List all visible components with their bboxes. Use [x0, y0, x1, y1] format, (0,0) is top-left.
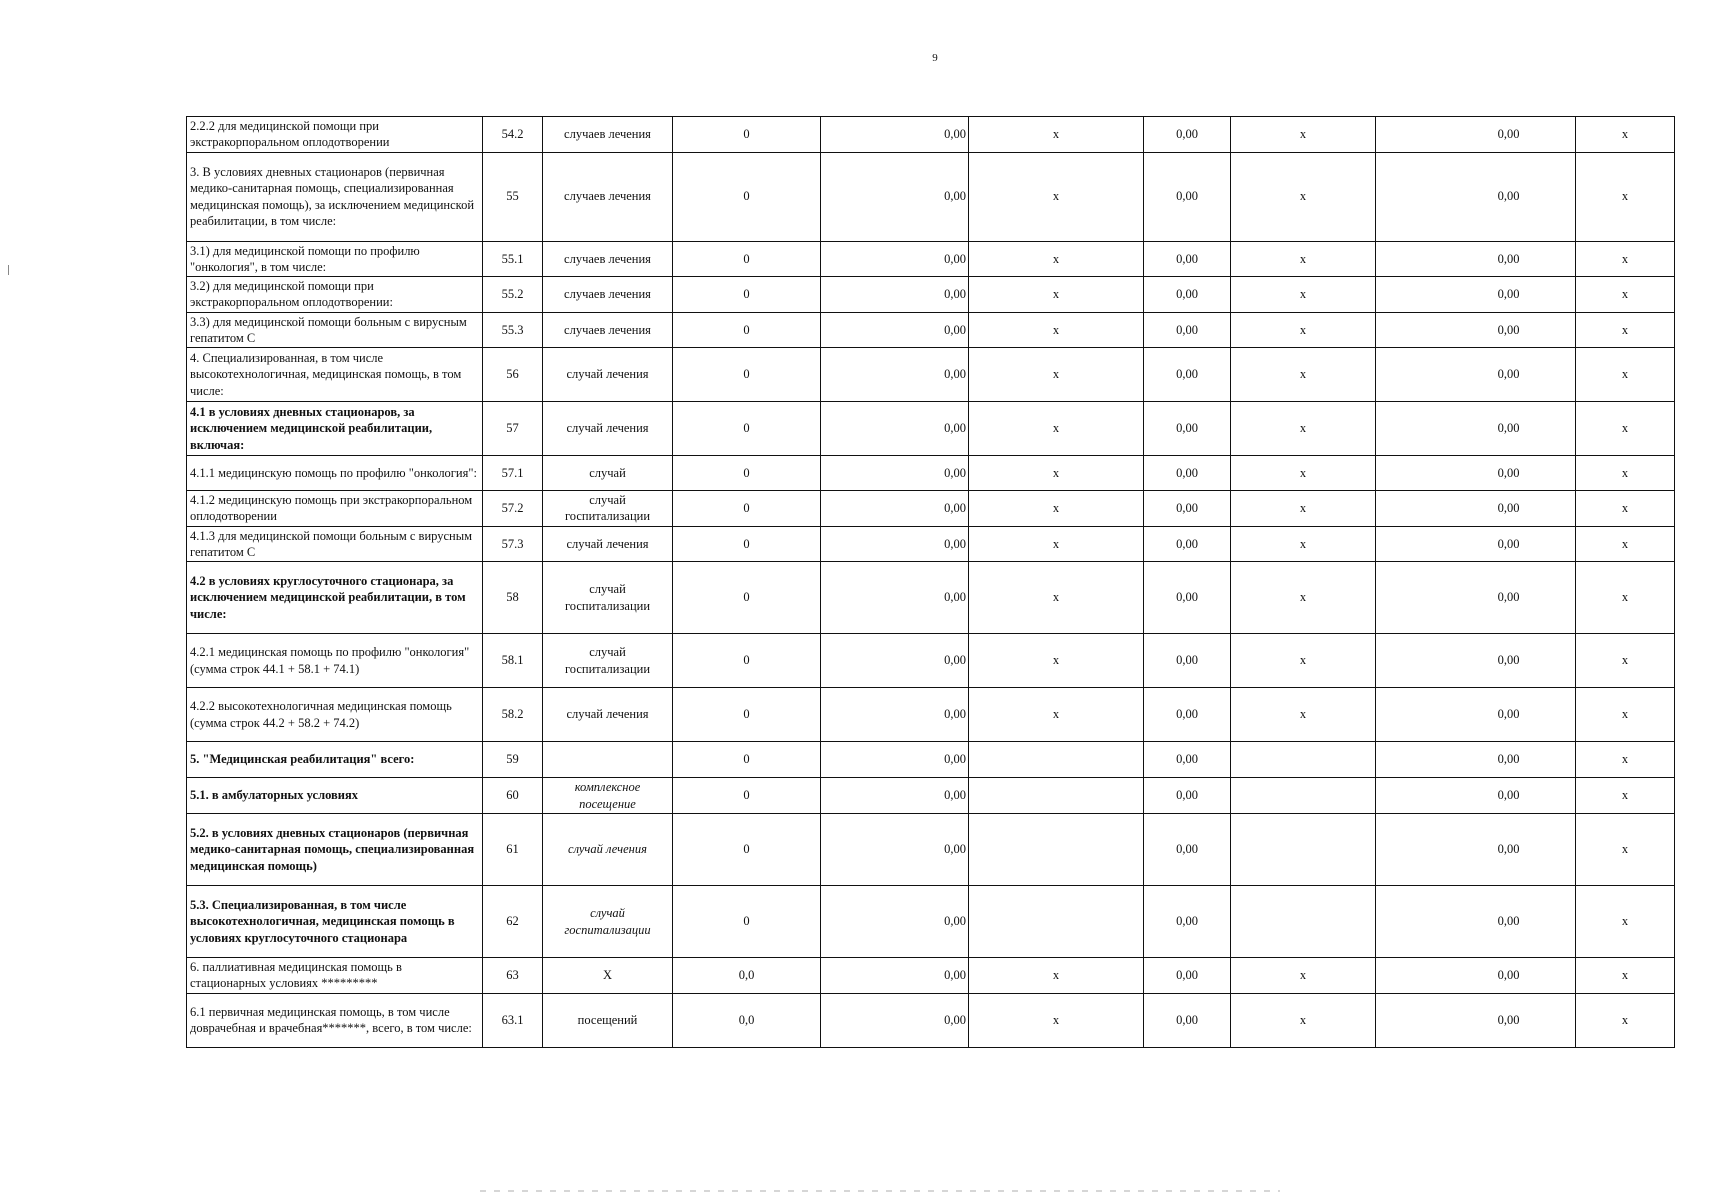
- row-col8-cell: 0,00: [1376, 886, 1576, 958]
- row-amount-cell: 0,00: [821, 742, 969, 778]
- table-row: [187, 886, 1675, 958]
- row-col7-cell: [1231, 814, 1376, 886]
- row-count-cell: 0: [673, 814, 821, 886]
- row-col6-cell: 0,00: [1144, 277, 1231, 313]
- row-col5-cell: х: [969, 152, 1144, 241]
- row-col6-cell: 0,00: [1144, 117, 1231, 153]
- row-col5-cell: [969, 814, 1144, 886]
- table-row: [187, 778, 1675, 814]
- row-count-cell: 0: [673, 742, 821, 778]
- row-col9-cell: х: [1576, 526, 1675, 562]
- table-row: [187, 958, 1675, 994]
- row-col6-cell: 0,00: [1144, 958, 1231, 994]
- row-col6-cell: 0,00: [1144, 778, 1231, 814]
- row-unit-cell: случай лечения: [543, 348, 673, 402]
- row-col6-cell: 0,00: [1144, 456, 1231, 491]
- row-amount-cell: 0,00: [821, 241, 969, 277]
- row-unit-cell: случай лечения: [543, 688, 673, 742]
- row-count-cell: 0: [673, 526, 821, 562]
- row-col7-cell: х: [1231, 117, 1376, 153]
- table-body: [187, 117, 1675, 1048]
- row-name-cell: 5.2. в условиях дневных стационаров (первичная медико-санитарная помощь, специализированная медицинская помощь): [187, 814, 483, 886]
- row-code-cell: 55.1: [483, 241, 543, 277]
- row-col9-cell: х: [1576, 456, 1675, 491]
- row-col5-cell: х: [969, 456, 1144, 491]
- row-col7-cell: х: [1231, 491, 1376, 527]
- row-code-cell: 58.1: [483, 634, 543, 688]
- row-count-cell: 0: [673, 491, 821, 527]
- row-col5-cell: [969, 886, 1144, 958]
- row-name-cell: 5. "Медицинская реабилитация" всего:: [187, 742, 483, 778]
- row-col9-cell: х: [1576, 277, 1675, 313]
- scan-noise-line: [480, 1190, 1280, 1192]
- row-count-cell: 0: [673, 152, 821, 241]
- row-amount-cell: 0,00: [821, 993, 969, 1047]
- row-amount-cell: 0,00: [821, 562, 969, 634]
- row-col9-cell: х: [1576, 742, 1675, 778]
- table-row: [187, 277, 1675, 313]
- row-col9-cell: х: [1576, 117, 1675, 153]
- table-row: [187, 241, 1675, 277]
- row-count-cell: 0: [673, 117, 821, 153]
- row-col5-cell: х: [969, 348, 1144, 402]
- row-col7-cell: х: [1231, 958, 1376, 994]
- row-unit-cell: случаев лечения: [543, 117, 673, 153]
- row-code-cell: 60: [483, 778, 543, 814]
- row-col7-cell: х: [1231, 634, 1376, 688]
- row-code-cell: 63: [483, 958, 543, 994]
- row-col5-cell: х: [969, 688, 1144, 742]
- row-amount-cell: 0,00: [821, 117, 969, 153]
- row-amount-cell: 0,00: [821, 814, 969, 886]
- row-count-cell: 0: [673, 886, 821, 958]
- table-row: [187, 814, 1675, 886]
- row-unit-cell: случай госпитализации: [543, 886, 673, 958]
- table-row: [187, 456, 1675, 491]
- row-col6-cell: 0,00: [1144, 402, 1231, 456]
- row-col8-cell: 0,00: [1376, 277, 1576, 313]
- row-code-cell: 57.2: [483, 491, 543, 527]
- row-unit-cell: Х: [543, 958, 673, 994]
- row-name-cell: 4.1.3 для медицинской помощи больным с вирусным гепатитом С: [187, 526, 483, 562]
- row-code-cell: 63.1: [483, 993, 543, 1047]
- row-col8-cell: 0,00: [1376, 778, 1576, 814]
- row-code-cell: 59: [483, 742, 543, 778]
- row-name-cell: 4.1.1 медицинскую помощь по профилю "онкология":: [187, 456, 483, 491]
- row-col5-cell: [969, 742, 1144, 778]
- row-col8-cell: 0,00: [1376, 814, 1576, 886]
- row-col7-cell: [1231, 742, 1376, 778]
- row-count-cell: 0: [673, 402, 821, 456]
- row-col9-cell: х: [1576, 634, 1675, 688]
- row-name-cell: 4.2.2 высокотехнологичная медицинская помощь (сумма строк 44.2 + 58.2 + 74.2): [187, 688, 483, 742]
- row-code-cell: 58.2: [483, 688, 543, 742]
- row-col8-cell: 0,00: [1376, 117, 1576, 153]
- row-col6-cell: 0,00: [1144, 886, 1231, 958]
- row-name-cell: 4.1 в условиях дневных стационаров, за исключением медицинской реабилитации, включая:: [187, 402, 483, 456]
- row-code-cell: 55.2: [483, 277, 543, 313]
- row-col9-cell: х: [1576, 491, 1675, 527]
- row-col6-cell: 0,00: [1144, 241, 1231, 277]
- row-col7-cell: х: [1231, 348, 1376, 402]
- row-col8-cell: 0,00: [1376, 688, 1576, 742]
- row-unit-cell: [543, 742, 673, 778]
- row-count-cell: 0: [673, 456, 821, 491]
- table-row: [187, 491, 1675, 527]
- row-col7-cell: х: [1231, 241, 1376, 277]
- row-col6-cell: 0,00: [1144, 993, 1231, 1047]
- page-number: 9: [932, 52, 938, 64]
- row-col6-cell: 0,00: [1144, 742, 1231, 778]
- row-unit-cell: случаев лечения: [543, 277, 673, 313]
- row-code-cell: 57: [483, 402, 543, 456]
- row-count-cell: 0: [673, 778, 821, 814]
- row-col9-cell: х: [1576, 562, 1675, 634]
- row-unit-cell: случай госпитализации: [543, 634, 673, 688]
- table-row: [187, 562, 1675, 634]
- row-code-cell: 58: [483, 562, 543, 634]
- row-amount-cell: 0,00: [821, 152, 969, 241]
- row-amount-cell: 0,00: [821, 688, 969, 742]
- row-code-cell: 57.1: [483, 456, 543, 491]
- row-col5-cell: х: [969, 312, 1144, 348]
- row-name-cell: 3.3) для медицинской помощи больным с вирусным гепатитом С: [187, 312, 483, 348]
- row-col5-cell: х: [969, 241, 1144, 277]
- row-col5-cell: х: [969, 526, 1144, 562]
- row-code-cell: 54.2: [483, 117, 543, 153]
- row-amount-cell: 0,00: [821, 886, 969, 958]
- row-unit-cell: случаев лечения: [543, 241, 673, 277]
- row-code-cell: 56: [483, 348, 543, 402]
- row-col5-cell: х: [969, 117, 1144, 153]
- row-name-cell: 6.1 первичная медицинская помощь, в том числе доврачебная и врачебная*******, всего, в том числе:: [187, 993, 483, 1047]
- row-col7-cell: х: [1231, 993, 1376, 1047]
- table-row: [187, 348, 1675, 402]
- row-col8-cell: 0,00: [1376, 348, 1576, 402]
- row-col7-cell: [1231, 778, 1376, 814]
- row-col7-cell: [1231, 886, 1376, 958]
- row-code-cell: 61: [483, 814, 543, 886]
- row-col9-cell: х: [1576, 958, 1675, 994]
- row-col8-cell: 0,00: [1376, 634, 1576, 688]
- row-col6-cell: 0,00: [1144, 152, 1231, 241]
- row-name-cell: 3.2) для медицинской помощи при экстракорпоральном оплодотворении:: [187, 277, 483, 313]
- table-row: [187, 402, 1675, 456]
- row-col9-cell: х: [1576, 688, 1675, 742]
- row-amount-cell: 0,00: [821, 456, 969, 491]
- row-col7-cell: х: [1231, 562, 1376, 634]
- row-col9-cell: х: [1576, 152, 1675, 241]
- row-amount-cell: 0,00: [821, 402, 969, 456]
- row-col6-cell: 0,00: [1144, 562, 1231, 634]
- row-unit-cell: случай лечения: [543, 526, 673, 562]
- row-amount-cell: 0,00: [821, 526, 969, 562]
- row-col9-cell: х: [1576, 402, 1675, 456]
- row-unit-cell: случай госпитализации: [543, 491, 673, 527]
- row-code-cell: 55: [483, 152, 543, 241]
- row-col8-cell: 0,00: [1376, 402, 1576, 456]
- row-amount-cell: 0,00: [821, 491, 969, 527]
- row-col8-cell: 0,00: [1376, 742, 1576, 778]
- row-amount-cell: 0,00: [821, 312, 969, 348]
- data-table: [186, 116, 1675, 1048]
- row-name-cell: 4.2 в условиях круглосуточного стационара, за исключением медицинской реабилитации, в том числе:: [187, 562, 483, 634]
- row-col8-cell: 0,00: [1376, 993, 1576, 1047]
- row-col9-cell: х: [1576, 348, 1675, 402]
- row-col8-cell: 0,00: [1376, 312, 1576, 348]
- row-col5-cell: х: [969, 562, 1144, 634]
- row-amount-cell: 0,00: [821, 277, 969, 313]
- row-col6-cell: 0,00: [1144, 814, 1231, 886]
- row-code-cell: 55.3: [483, 312, 543, 348]
- row-name-cell: 6. паллиативная медицинская помощь в стационарных условиях *********: [187, 958, 483, 994]
- row-amount-cell: 0,00: [821, 958, 969, 994]
- row-unit-cell: случай: [543, 456, 673, 491]
- row-unit-cell: случай лечения: [543, 814, 673, 886]
- row-col6-cell: 0,00: [1144, 688, 1231, 742]
- row-name-cell: 4. Специализированная, в том числе высокотехнологичная, медицинская помощь, в том числе:: [187, 348, 483, 402]
- table-row: [187, 152, 1675, 241]
- scan-edge-mark: [8, 265, 9, 275]
- row-col7-cell: х: [1231, 152, 1376, 241]
- row-count-cell: 0: [673, 277, 821, 313]
- row-col8-cell: 0,00: [1376, 958, 1576, 994]
- row-col9-cell: х: [1576, 814, 1675, 886]
- row-col7-cell: х: [1231, 456, 1376, 491]
- row-col6-cell: 0,00: [1144, 348, 1231, 402]
- row-amount-cell: 0,00: [821, 634, 969, 688]
- row-count-cell: 0: [673, 312, 821, 348]
- row-count-cell: 0: [673, 688, 821, 742]
- row-col7-cell: х: [1231, 688, 1376, 742]
- row-name-cell: 3.1) для медицинской помощи по профилю "онкология", в том числе:: [187, 241, 483, 277]
- row-amount-cell: 0,00: [821, 778, 969, 814]
- row-count-cell: 0: [673, 348, 821, 402]
- row-amount-cell: 0,00: [821, 348, 969, 402]
- row-unit-cell: случаев лечения: [543, 152, 673, 241]
- row-unit-cell: случай лечения: [543, 402, 673, 456]
- row-col9-cell: х: [1576, 778, 1675, 814]
- row-col9-cell: х: [1576, 241, 1675, 277]
- row-col9-cell: х: [1576, 993, 1675, 1047]
- row-name-cell: 4.1.2 медицинскую помощь при экстракорпоральном оплодотворении: [187, 491, 483, 527]
- row-col5-cell: х: [969, 491, 1144, 527]
- row-code-cell: 62: [483, 886, 543, 958]
- row-col6-cell: 0,00: [1144, 634, 1231, 688]
- row-name-cell: 3. В условиях дневных стационаров (первичная медико-санитарная помощь, специализированная медицинская помощь), за исключением медицинской реабилитации, в том числе:: [187, 152, 483, 241]
- row-unit-cell: посещений: [543, 993, 673, 1047]
- row-col7-cell: х: [1231, 277, 1376, 313]
- row-unit-cell: комплексное посещение: [543, 778, 673, 814]
- row-col7-cell: х: [1231, 526, 1376, 562]
- row-col6-cell: 0,00: [1144, 312, 1231, 348]
- row-col8-cell: 0,00: [1376, 526, 1576, 562]
- row-col6-cell: 0,00: [1144, 491, 1231, 527]
- row-col8-cell: 0,00: [1376, 562, 1576, 634]
- row-col5-cell: х: [969, 958, 1144, 994]
- row-name-cell: 4.2.1 медицинская помощь по профилю "онкология" (сумма строк 44.1 + 58.1 + 74.1): [187, 634, 483, 688]
- row-col9-cell: х: [1576, 886, 1675, 958]
- row-code-cell: 57.3: [483, 526, 543, 562]
- row-col7-cell: х: [1231, 402, 1376, 456]
- row-col8-cell: 0,00: [1376, 152, 1576, 241]
- row-col5-cell: х: [969, 277, 1144, 313]
- table-row: [187, 742, 1675, 778]
- table-row: [187, 688, 1675, 742]
- row-count-cell: 0,0: [673, 993, 821, 1047]
- row-count-cell: 0: [673, 634, 821, 688]
- row-count-cell: 0: [673, 241, 821, 277]
- table-row: [187, 117, 1675, 153]
- table-row: [187, 993, 1675, 1047]
- row-name-cell: 5.3. Специализированная, в том числе высокотехнологичная, медицинская помощь в условиях круглосуточного стационара: [187, 886, 483, 958]
- row-col6-cell: 0,00: [1144, 526, 1231, 562]
- row-unit-cell: случаев лечения: [543, 312, 673, 348]
- row-name-cell: 5.1. в амбулаторных условиях: [187, 778, 483, 814]
- row-col8-cell: 0,00: [1376, 456, 1576, 491]
- row-count-cell: 0,0: [673, 958, 821, 994]
- row-col8-cell: 0,00: [1376, 241, 1576, 277]
- table-row: [187, 526, 1675, 562]
- row-col5-cell: х: [969, 634, 1144, 688]
- row-name-cell: 2.2.2 для медицинской помощи при экстракорпоральном оплодотворении: [187, 117, 483, 153]
- row-col7-cell: х: [1231, 312, 1376, 348]
- table-row: [187, 634, 1675, 688]
- row-col8-cell: 0,00: [1376, 491, 1576, 527]
- row-unit-cell: случай госпитализации: [543, 562, 673, 634]
- row-col5-cell: [969, 778, 1144, 814]
- row-col5-cell: х: [969, 402, 1144, 456]
- table-row: [187, 312, 1675, 348]
- row-col5-cell: х: [969, 993, 1144, 1047]
- row-col9-cell: х: [1576, 312, 1675, 348]
- row-count-cell: 0: [673, 562, 821, 634]
